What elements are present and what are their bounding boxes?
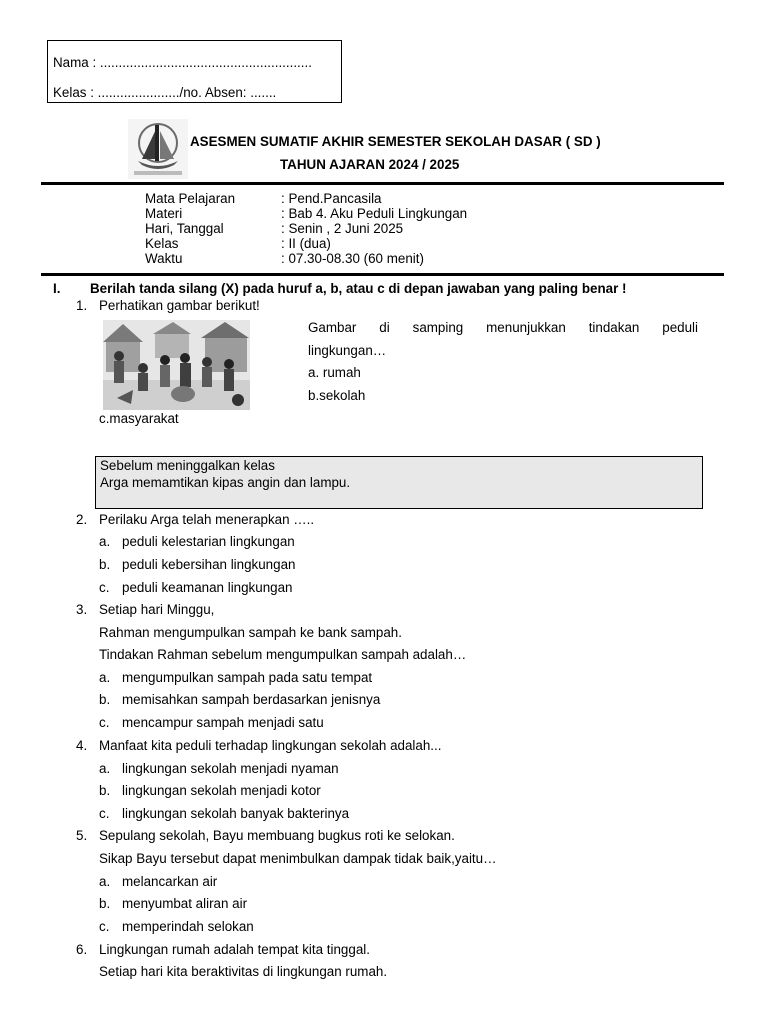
question-text: Sikap Bayu tersebut dapat menimbulkan dampak tidak baik,yaitu…: [99, 851, 497, 866]
answer-option[interactable]: lingkungan sekolah menjadi kotor: [122, 783, 321, 798]
q1-description-line1: Gambar di samping menunjukkan tindakan peduli: [308, 320, 698, 335]
option-letter[interactable]: b.: [99, 896, 111, 911]
stimulus-line: Sebelum meninggalkan kelas: [100, 458, 275, 473]
option-letter[interactable]: a.: [99, 761, 111, 776]
option-letter[interactable]: c.: [99, 580, 110, 595]
option-letter[interactable]: b.: [99, 783, 111, 798]
answer-option[interactable]: peduli kebersihan lingkungan: [122, 557, 296, 572]
option-letter[interactable]: a.: [99, 874, 111, 889]
answer-option[interactable]: mengumpulkan sampah pada satu tempat: [122, 670, 373, 685]
question-text: Sepulang sekolah, Bayu membuang bugkus roti ke selokan.: [99, 828, 455, 843]
name-field-line[interactable]: Nama : .........................................................: [53, 55, 312, 70]
answer-option[interactable]: b.sekolah: [308, 388, 366, 403]
answer-option[interactable]: mencampur sampah menjadi satu: [122, 715, 324, 730]
question-number: 2.: [76, 512, 88, 527]
answer-option[interactable]: peduli kelestarian lingkungan: [122, 534, 295, 549]
question-number: 3.: [76, 602, 88, 617]
stimulus-box: [95, 456, 703, 509]
info-label: Waktu: [145, 251, 183, 266]
option-letter[interactable]: c.: [99, 919, 110, 934]
answer-option[interactable]: melancarkan air: [122, 874, 218, 889]
answer-option[interactable]: lingkungan sekolah menjadi nyaman: [122, 761, 339, 776]
school-year: TAHUN AJARAN 2024 / 2025: [280, 157, 460, 172]
answer-option[interactable]: menyumbat aliran air: [122, 896, 248, 911]
q1-description-line2: lingkungan…: [308, 343, 387, 358]
info-label: Hari, Tanggal: [145, 221, 224, 236]
option-letter[interactable]: c.: [99, 715, 110, 730]
question-number: 4.: [76, 738, 88, 753]
exam-title: ASESMEN SUMATIF AKHIR SEMESTER SEKOLAH DASAR ( SD ): [190, 134, 601, 149]
answer-option[interactable]: peduli keamanan lingkungan: [122, 580, 293, 595]
section-instruction: Berilah tanda silang (X) pada huruf a, b, atau c di depan jawaban yang paling benar !: [90, 281, 627, 296]
info-label: Kelas: [145, 236, 179, 251]
community-cleanup-illustration: [103, 320, 250, 410]
option-letter[interactable]: c.: [99, 806, 110, 821]
answer-option[interactable]: c.masyarakat: [99, 411, 179, 426]
option-letter[interactable]: a.: [99, 534, 111, 549]
question-text: Perilaku Arga telah menerapkan …..: [99, 512, 315, 527]
answer-option[interactable]: lingkungan sekolah banyak bakterinya: [122, 806, 350, 821]
info-value: : Bab 4. Aku Peduli Lingkungan: [281, 206, 468, 221]
info-value: : 07.30-08.30 (60 menit): [281, 251, 424, 266]
info-value: : Senin , 2 Juni 2025: [281, 221, 404, 236]
answer-option[interactable]: memperindah selokan: [122, 919, 254, 934]
answer-option[interactable]: a. rumah: [308, 365, 361, 380]
option-letter[interactable]: b.: [99, 557, 111, 572]
section-number: I.: [53, 281, 61, 296]
question-number: 6.: [76, 942, 88, 957]
question-text: Setiap hari Minggu,: [99, 602, 215, 617]
info-label: Materi: [145, 206, 183, 221]
info-value: : II (dua): [281, 236, 331, 251]
question-text: Rahman mengumpulkan sampah ke bank sampah.: [99, 625, 402, 640]
question-text: Perhatikan gambar berikut!: [99, 298, 260, 313]
student-identity-box: [47, 40, 342, 103]
answer-option[interactable]: memisahkan sampah berdasarkan jenisnya: [122, 692, 381, 707]
option-letter[interactable]: b.: [99, 692, 111, 707]
header-divider: [41, 182, 724, 185]
class-field-line[interactable]: Kelas : ....................../no. Absen: .......: [53, 85, 277, 100]
question-text: Manfaat kita peduli terhadap lingkungan sekolah adalah...: [99, 738, 442, 753]
question-text: Setiap hari kita beraktivitas di lingkungan rumah.: [99, 964, 388, 979]
question-text: Tindakan Rahman sebelum mengumpulkan sampah adalah…: [99, 647, 467, 662]
stimulus-line: Arga memamtikan kipas angin dan lampu.: [100, 475, 351, 490]
info-divider: [41, 273, 724, 276]
info-value: : Pend.Pancasila: [281, 191, 382, 206]
option-letter[interactable]: a.: [99, 670, 111, 685]
question-text: Lingkungan rumah adalah tempat kita tinggal.: [99, 942, 370, 957]
school-logo: [128, 119, 188, 179]
info-label: Mata Pelajaran: [145, 191, 236, 206]
question-number: 5.: [76, 828, 88, 843]
question-number: 1.: [76, 298, 88, 313]
